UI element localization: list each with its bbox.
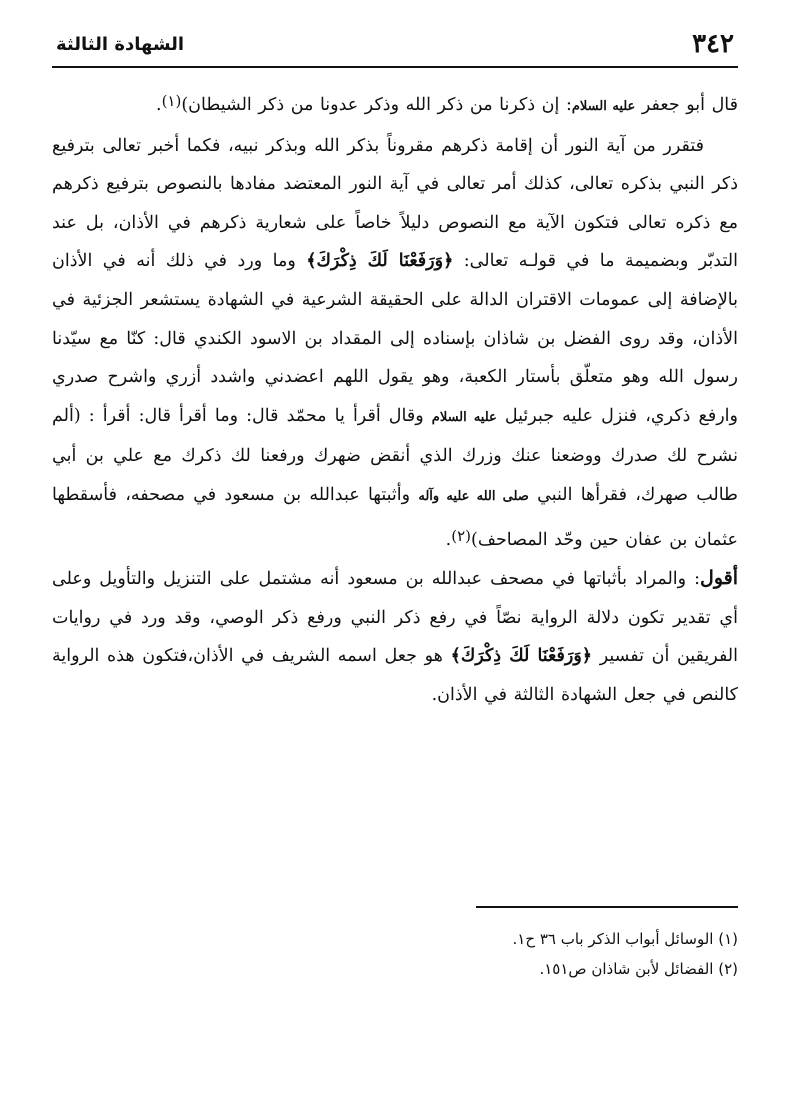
aqulu-lead: أقول [700,567,738,590]
main-text [52,82,738,715]
paragraph-3-part-b: هو جعل اسمه الشريف في الأذان،فتكون هذه الرواية كالنص في جعل الشهادة الثالثة في الأذان. [52,646,738,705]
footnote-list [52,924,738,984]
footnote-ref-2[interactable]: (٢) [451,526,472,545]
footnote-1: (١) الوسائل أبواب الذكر باب ٣٦ ح١. [512,930,738,948]
paragraph-2-end: . [445,529,452,550]
paragraph-1-after: : إن ذكرنا من ذكر الله وذكر عدونا من ذكر الشيطان) [181,95,572,115]
quran-verse: ﴿وَرَفَعْنَا لَكَ ذِكْرَكَ﴾ [450,646,593,667]
book-page [52,26,738,1076]
imam-honorific: عليه السلام [571,99,636,114]
running-title: الشهادة الثالثة [56,34,185,55]
prophet-honorific: صلى الله عليه وآله [418,488,529,504]
paragraph-2-part-c: وقال أقرأ يا محمّد قال: وما أقرأ قال: أقرأ : (ألم نشرح لك صدرك ووضعنا عنك وزرك الذي أنقض ضهرك ورفعنا لك ذكرك مع علي بن أبي طالب صهرك، فقرأها النبي [52,405,738,505]
footnote-ref-1[interactable]: (١) [161,92,182,110]
paragraph-1 [52,82,738,127]
paragraph-3-part-a: : والمراد بأثباتها في مصحف عبدالله بن مسعود أنه مشتمل على التنزيل والتأويل وعلى أي تقدير تكون دلالة الرواية نصّاً في رفع ذكر النبي ورفع ذكر الوصي، وقد ورد في روايات الفريقين أن تفسير [52,569,738,667]
paragraph-3 [52,559,738,714]
paragraph-2-part-d: وأثبتها عبدالله بن مسعود في مصحفه، فأسقطها عثمان بن عفان حين وحّد المصاحف) [52,484,738,550]
paragraph-1-end: . [155,95,162,115]
footnote-2: (٢) الفضائل لأبن شاذان ص١٥١. [539,960,738,978]
page-header [52,26,738,68]
paragraph-2 [52,127,738,560]
page-number: ٣٤٢ [692,29,734,59]
footnotes [52,906,738,984]
quran-verse: ﴿وَرَفَعْنَا لَكَ ذِكْرَكَ﴾ [306,251,454,272]
imam-honorific: عليه السلام [431,409,497,425]
footnote-divider [476,906,738,908]
paragraph-2-part-a: فتقرر من آية النور أن إقامة ذكرهم مقروناً بذكر الله وبذكر نبيه، فكما أخبر تعالى بترفيع ذكر النبي بذكره تعالى، كذلك أمر تعالى في آية النور المعتضد مفادها بالنصوص بترفيع ذكرهم مع ذكره تعالى فتكون الآية مع النصوص دليلاً خاصاً على شعارية ذكرهم في الأذان، بل عند التدبّر وبضميمة ما في قولـه تعالى: [52,135,738,272]
paragraph-2-part-b: وما ورد في ذلك أنه في الأذان بالإضافة إلى عمومات الاقتران الدالة على الحقيقة الشرعية في الشهادة يستشعر الجزئية في الأذان، وقد روى الفضل بن شاذان بإسناده إلى المقداد بن الاسود الكندي قال: كنّا مع سيّدنا رسول الله وهو متعلّق بأستار الكعبة، وهو يقول اللهم اعضدني واشدد أزري واشرح صدري وارفع ذكري، فنزل عليه جبرئيل [52,251,738,426]
paragraph-1-before: قال أبو جعفر [641,95,738,115]
